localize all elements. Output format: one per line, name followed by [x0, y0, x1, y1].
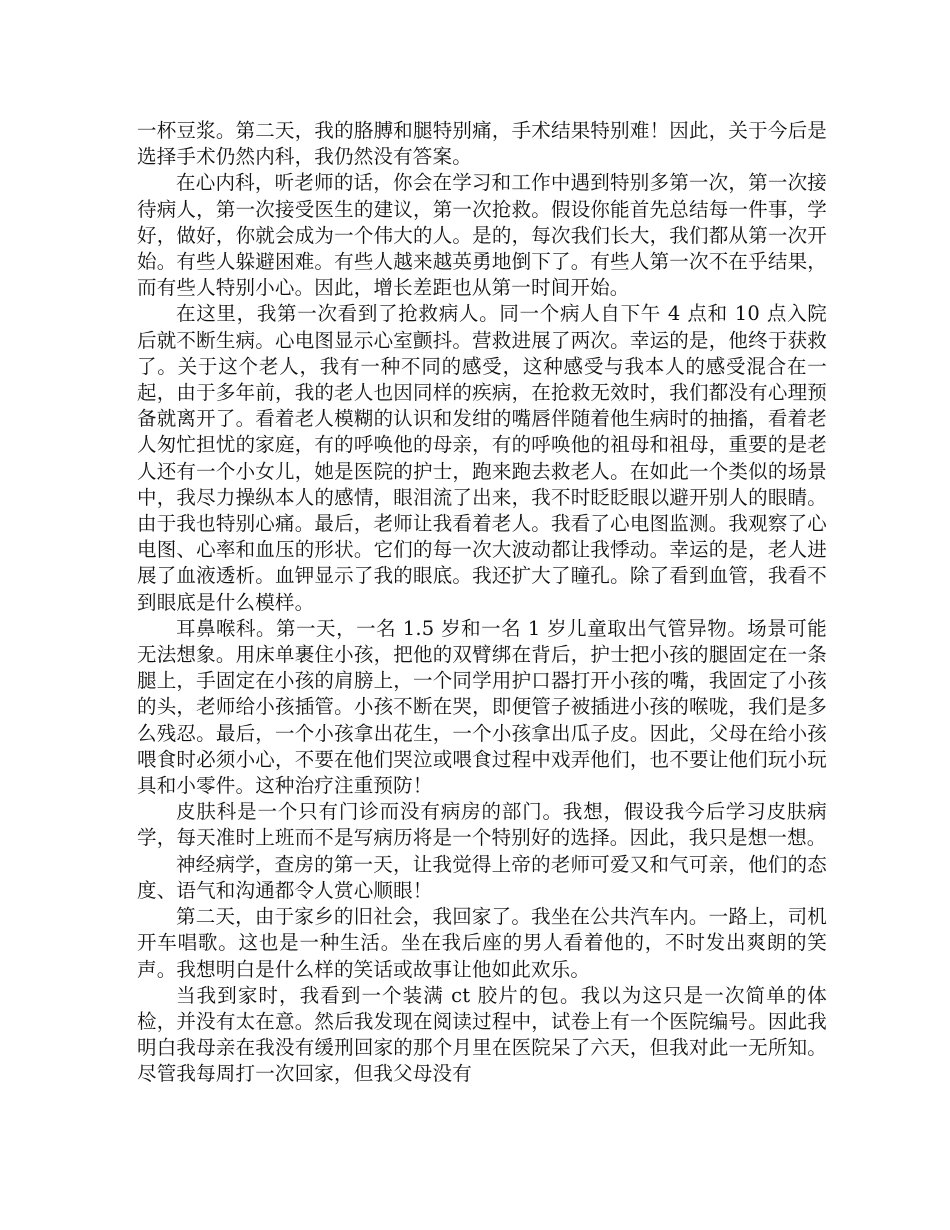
paragraph: 在心内科，听老师的话，你会在学习和工作中遇到特别多第一次，第一次接待病人，第一次接受医生的建议，第一次抢救。假设你能首先总结每一件事，学好，做好，你就会成为一个伟大的人。是的，每次我们长大，我们都从第一次开始。有些人躲避困难。有些人越来越英勇地倒下了。有些人第一次不在乎结果，而有些人特别小心。因此，增长差距也从第一时间开始。	[137, 171, 827, 300]
paragraph: 当我到家时，我看到一个装满 ct 胶片的包。我以为这只是一次简单的体检，并没有太在意。然后我发现在阅读过程中，试卷上有一个医院编号。因此我明白我母亲在我没有缓刑回家的那个月里在医院呆了六天，但我对此一无所知。尽管我每周打一次回家，但我父母没有	[137, 983, 827, 1086]
paragraph: 耳鼻喉科。第一天，一名 1.5 岁和一名 1 岁儿童取出气管异物。场景可能无法想象。用床单裹住小孩，把他的双臂绑在背后，护士把小孩的腿固定在一条腿上，手固定在小孩的肩膀上，一个同学用护口器打开小孩的嘴，我固定了小孩的头，老师给小孩插管。小孩不断在哭，即便管子被插进小孩的喉咙，我们是多么残忍。最后，一个小孩拿出花生，一个小孩拿出瓜子皮。因此，父母在给小孩喂食时必须小心，不要在他们哭泣或喂食过程中戏弄他们，也不要让他们玩小玩具和小零件。这种治疗注重预防！	[137, 616, 827, 798]
paragraph: 神经病学，查房的第一天，让我觉得上帝的老师可爱又和气可亲，他们的态度、语气和沟通都令人赏心顺眼！	[137, 852, 827, 902]
paragraph: 皮肤科是一个只有门诊而没有病房的部门。我想，假设我今后学习皮肤病学，每天准时上班而不是写病历将是一个特别好的选择。因此，我只是想一想。	[137, 800, 827, 850]
paragraph: 在这里，我第一次看到了抢救病人。同一个病人自下午 4 点和 10 点入院后就不断生病。心电图显示心室颤抖。营救进展了两次。幸运的是，他终于获救了。关于这个老人，我有一种不同的感受，这种感受与我本人的感受混合在一起，由于多年前，我的老人也因同样的疾病，在抢救无效时，我们都没有心理预备就离开了。看着老人模糊的认识和发绀的嘴唇伴随着他生病时的抽搐，看着老人匆忙担忧的家庭，有的呼唤他的母亲，有的呼唤他的祖母和祖母，重要的是老人还有一个小女儿，她是医院的护士，跑来跑去救老人。在如此一个类似的场景中，我尽力操纵本人的感情，眼泪流了出来，我不时眨眨眼以避开别人的眼睛。由于我也特别心痛。最后，老师让我看着老人。我看了心电图监测。我观察了心电图、心率和血压的形状。它们的每一次大波动都让我悸动。幸运的是，老人进展了血液透析。血钾显示了我的眼底。我还扩大了瞳孔。除了看到血管，我看不到眼底是什么模样。	[137, 302, 827, 614]
paragraph: 一杯豆浆。第二天，我的胳膊和腿特别痛，手术结果特别难！因此，关于今后是选择手术仍然内科，我仍然没有答案。	[137, 119, 827, 169]
paragraph: 第二天，由于家乡的旧社会，我回家了。我坐在公共汽车内。一路上，司机开车唱歌。这也是一种生活。坐在我后座的男人看着他的，不时发出爽朗的笑声。我想明白是什么样的笑话或故事让他如此欢乐。	[137, 905, 827, 981]
document-body	[137, 118, 827, 1088]
